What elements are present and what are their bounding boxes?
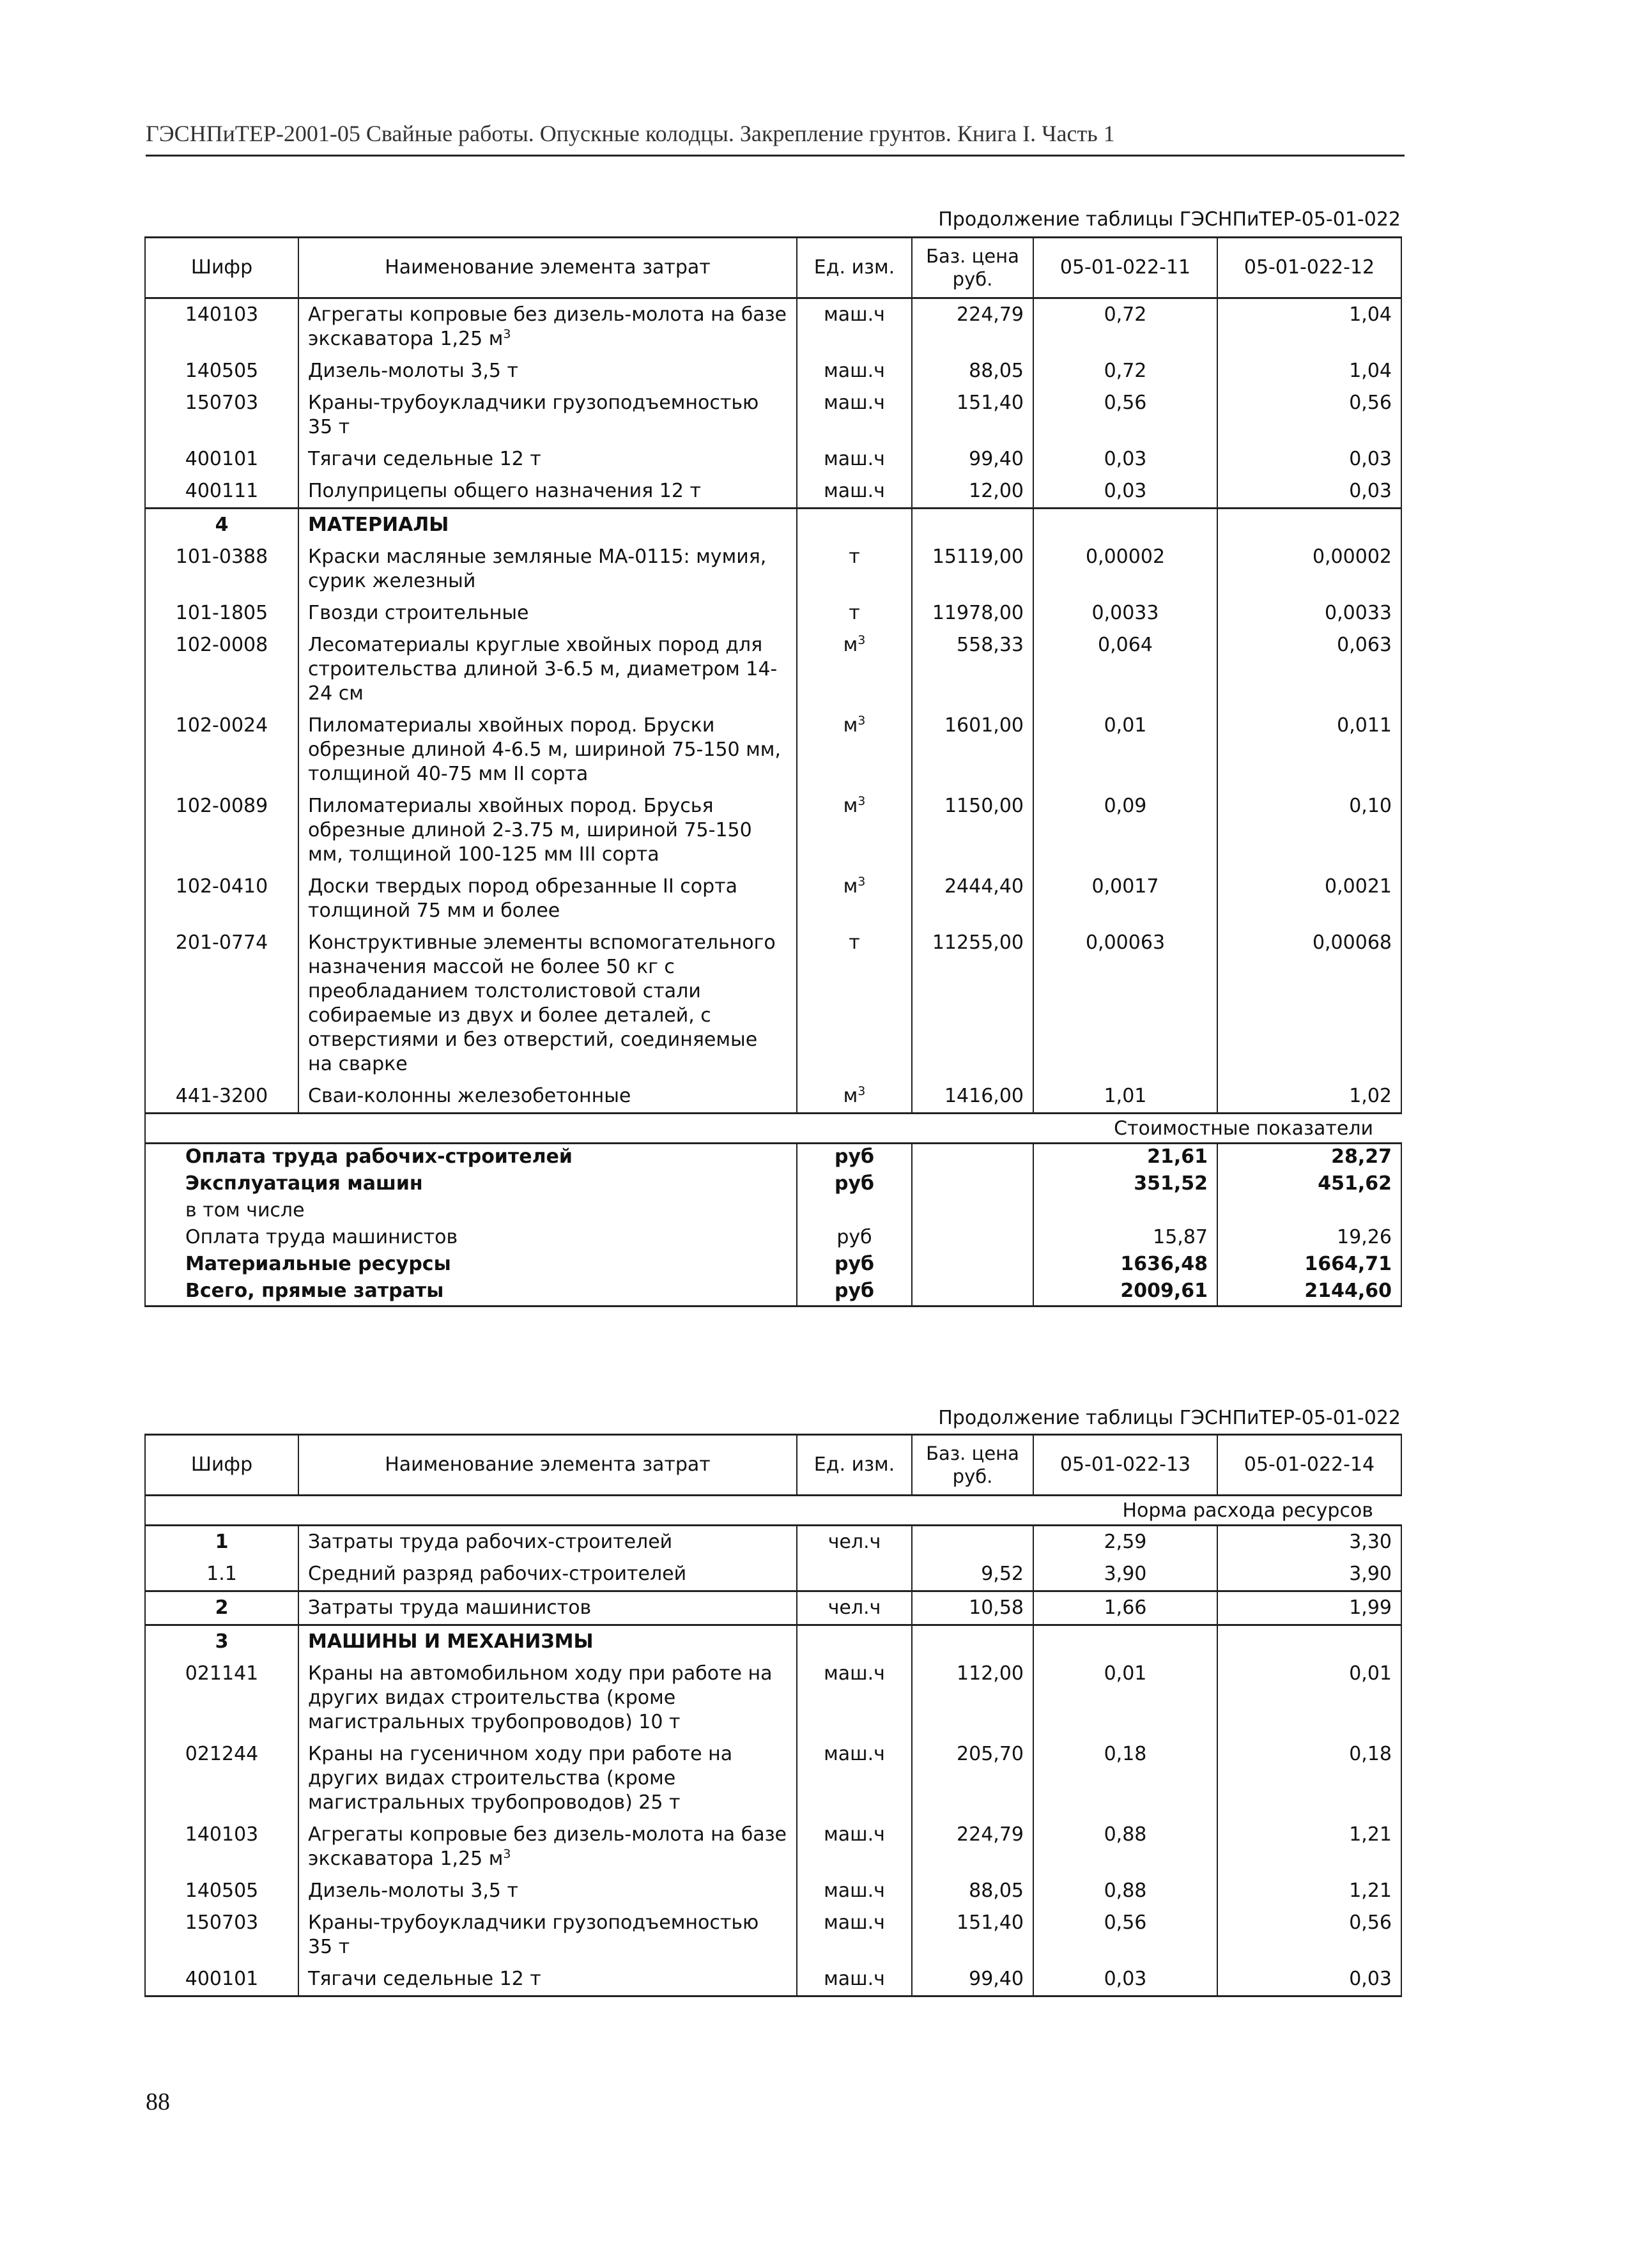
- empty-cell: [912, 1278, 1033, 1306]
- cell-unit: [797, 597, 912, 629]
- cell-code: 102-0008: [145, 629, 298, 710]
- cell-value-a: 0,00063: [1033, 927, 1217, 1080]
- cell-name-text: Краны-трубоукладчики грузоподъемностью 35 т: [308, 392, 759, 438]
- cost-value-b: 28,27: [1217, 1144, 1401, 1172]
- cell-name-text: Полуприцепы общего назначения 12 т: [308, 480, 701, 502]
- col-name-header: Наименование элемента затрат: [298, 1435, 797, 1496]
- col-code-b-header: 05-01-022-12: [1217, 238, 1401, 298]
- empty-cell: [912, 1171, 1033, 1198]
- table-row: [145, 629, 1401, 710]
- cell-name-text: Доски твердых пород обрезанные II сорта толщиной 75 мм и более: [308, 875, 738, 922]
- cell-value-a: 0,72: [1033, 355, 1217, 387]
- cell-name-text: Краны на гусеничном ходу при работе на других видах строительства (кроме магистральных трубопроводов) 25 т: [308, 1743, 733, 1814]
- page-number: 88: [146, 2088, 170, 2115]
- table2-caption: Продолжение таблицы ГЭСНПиТЕР-05-01-022: [938, 1407, 1401, 1429]
- cost-banner: Стоимостные показатели: [912, 1114, 1401, 1144]
- norm-banner-row: [145, 1496, 1401, 1526]
- cell-unit: [797, 387, 912, 443]
- cell-base-price: 11255,00: [912, 927, 1033, 1080]
- cell-name: [298, 298, 797, 356]
- cell-unit: [797, 1963, 912, 1996]
- cell-base-price: 99,40: [912, 443, 1033, 475]
- cell-value-b: 0,18: [1217, 1738, 1401, 1819]
- cell-name-text: Лесоматериалы круглые хвойных пород для строительства длиной 3-6.5 м, диаметром 14-24 см: [308, 634, 778, 705]
- col-cipher-header: Шифр: [145, 238, 298, 298]
- cell-unit: [797, 1558, 912, 1591]
- cell-value-a: 1,66: [1033, 1591, 1217, 1625]
- cell-unit: [797, 1658, 912, 1738]
- cell-value-b: 1,21: [1217, 1819, 1401, 1875]
- cost-row: [145, 1252, 1401, 1278]
- cell-name: Затраты труда машинистов: [298, 1591, 797, 1625]
- table-row: [145, 1658, 1401, 1738]
- cell-name-text: Гвозди строительные: [308, 602, 529, 624]
- cell-value-a: 0,88: [1033, 1819, 1217, 1875]
- section-title: МАТЕРИАЛЫ: [298, 509, 797, 542]
- cell-name: [298, 597, 797, 629]
- table-row: [145, 1080, 1401, 1114]
- table-row: [145, 475, 1401, 509]
- superscript-3: 3: [858, 714, 866, 728]
- cell-name: [298, 443, 797, 475]
- cell-code: 2: [145, 1591, 298, 1625]
- cell-unit: [797, 629, 912, 710]
- cell-base-price: 88,05: [912, 1875, 1033, 1907]
- cell-value-a: 2,59: [1033, 1526, 1217, 1559]
- cell-unit-text: маш.ч: [824, 1823, 885, 1846]
- cell-value-b: 1,02: [1217, 1080, 1401, 1114]
- cell-unit: чел.ч: [797, 1591, 912, 1625]
- cell-name: [298, 1080, 797, 1114]
- cell-name-text: Конструктивные элементы вспомогательного назначения массой не более 50 кг с преобладанием толстолистовой стали собираемые из двух и более деталей, с отверстиями и без отверстий, соединяемые на сварке: [308, 931, 776, 1075]
- section-title: МАШИНЫ И МЕХАНИЗМЫ: [298, 1625, 797, 1659]
- banner-left: [145, 1496, 912, 1526]
- table-row: [145, 355, 1401, 387]
- cell-name: [298, 387, 797, 443]
- cell-code: 021141: [145, 1658, 298, 1738]
- cell-value-a: 0,09: [1033, 790, 1217, 871]
- cell-base-price: 112,00: [912, 1658, 1033, 1738]
- labor-row: [145, 1591, 1401, 1625]
- cell-base-price: 12,00: [912, 475, 1033, 509]
- cost-row: [145, 1278, 1401, 1306]
- banner-left: [145, 1114, 912, 1144]
- empty-cell: [797, 509, 912, 542]
- labor-row: [145, 1526, 1401, 1559]
- cell-base-price: 10,58: [912, 1591, 1033, 1625]
- cell-unit: [797, 298, 912, 356]
- cell-name: [298, 475, 797, 509]
- table-row: [145, 298, 1401, 356]
- table2-header-row: [145, 1435, 1401, 1496]
- table-row: [145, 710, 1401, 790]
- table-row: [145, 927, 1401, 1080]
- cost-value-b: 19,26: [1217, 1225, 1401, 1252]
- cell-unit: [797, 541, 912, 597]
- cell-value-b: 0,03: [1217, 475, 1401, 509]
- cell-base-price: 2444,40: [912, 871, 1033, 927]
- col-base-price-header: Баз. цена руб.: [912, 1435, 1033, 1496]
- cell-base-price: [912, 1526, 1033, 1559]
- cell-name: [298, 1963, 797, 1996]
- cell-code: 101-1805: [145, 597, 298, 629]
- table-row: [145, 1907, 1401, 1963]
- cell-code: 150703: [145, 387, 298, 443]
- cell-unit-text: маш.ч: [824, 1743, 885, 1765]
- cell-unit-text: м: [843, 714, 858, 737]
- cost-unit: [797, 1198, 912, 1225]
- resource-table-1: [144, 236, 1402, 1307]
- cell-name: [298, 629, 797, 710]
- cell-unit-text: маш.ч: [824, 1662, 885, 1685]
- cost-unit: руб: [797, 1225, 912, 1252]
- cell-code: 201-0774: [145, 927, 298, 1080]
- cell-unit-text: м: [843, 875, 858, 898]
- cell-base-price: 9,52: [912, 1558, 1033, 1591]
- superscript-3: 3: [858, 633, 866, 647]
- cost-unit: руб: [797, 1252, 912, 1278]
- superscript-3: 3: [858, 875, 866, 889]
- empty-cell: [912, 1144, 1033, 1172]
- table-row: [145, 1963, 1401, 1996]
- cell-unit-text: маш.ч: [824, 448, 885, 470]
- col-unit-header: Ед. изм.: [797, 1435, 912, 1496]
- cell-unit-text: маш.ч: [824, 480, 885, 502]
- table1-caption: Продолжение таблицы ГЭСНПиТЕР-05-01-022: [938, 208, 1401, 231]
- col-name-header: Наименование элемента затрат: [298, 238, 797, 298]
- cell-unit-text: т: [849, 931, 860, 954]
- cell-name-text: Агрегаты копровые без дизель-молота на базе экскаватора 1,25 м: [308, 303, 787, 350]
- cell-base-price: 205,70: [912, 1738, 1033, 1819]
- cell-name: [298, 1738, 797, 1819]
- empty-cell: [1217, 1625, 1401, 1659]
- cost-row: [145, 1225, 1401, 1252]
- cell-value-b: 0,00068: [1217, 927, 1401, 1080]
- cell-value-b: 3,90: [1217, 1558, 1401, 1591]
- empty-cell: [1217, 509, 1401, 542]
- cell-value-b: 0,10: [1217, 790, 1401, 871]
- cell-value-a: 0,03: [1033, 1963, 1217, 1996]
- empty-cell: [912, 509, 1033, 542]
- cell-unit: [797, 927, 912, 1080]
- cell-code: 1.1: [145, 1558, 298, 1591]
- superscript-3: 3: [858, 794, 866, 808]
- page-header: ГЭСНПиТЕР-2001-05 Свайные работы. Опускные колодцы. Закрепление грунтов. Книга I. Часть 1: [146, 121, 1115, 146]
- cell-name-text: Пиломатериалы хвойных пород. Брусья обрезные длиной 2-3.75 м, шириной 75-150 мм, толщиной 100-125 мм III сорта: [308, 795, 752, 866]
- cell-code: 140103: [145, 298, 298, 356]
- cell-unit: [797, 1819, 912, 1875]
- cell-value-a: 3,90: [1033, 1558, 1217, 1591]
- cell-value-b: 1,21: [1217, 1875, 1401, 1907]
- cell-base-price: 1601,00: [912, 710, 1033, 790]
- col-base-price-header: Баз. цена руб.: [912, 238, 1033, 298]
- cell-unit: [797, 475, 912, 509]
- cell-name: Затраты труда рабочих-строителей: [298, 1526, 797, 1559]
- cell-name-text: Краны на автомобильном ходу при работе на других видах строительства (кроме магистральных трубопроводов) 10 т: [308, 1662, 773, 1733]
- cell-value-a: 0,0017: [1033, 871, 1217, 927]
- cell-code: 400101: [145, 443, 298, 475]
- cost-value-b: [1217, 1198, 1401, 1225]
- section-row: [145, 1625, 1401, 1659]
- cost-value-a: 1636,48: [1033, 1252, 1217, 1278]
- cell-unit: [797, 710, 912, 790]
- cell-value-a: 0,01: [1033, 1658, 1217, 1738]
- cell-code: 140505: [145, 1875, 298, 1907]
- cell-code: 101-0388: [145, 541, 298, 597]
- empty-cell: [1033, 1625, 1217, 1659]
- cost-row: [145, 1171, 1401, 1198]
- cell-unit: [797, 871, 912, 927]
- cell-base-price: 88,05: [912, 355, 1033, 387]
- cell-code: 021244: [145, 1738, 298, 1819]
- cell-value-b: 0,03: [1217, 443, 1401, 475]
- cost-value-b: 1664,71: [1217, 1252, 1401, 1278]
- cell-value-a: 0,01: [1033, 710, 1217, 790]
- cost-value-a: 351,52: [1033, 1171, 1217, 1198]
- cell-name: [298, 355, 797, 387]
- cell-value-b: 0,011: [1217, 710, 1401, 790]
- cell-name: [298, 790, 797, 871]
- cell-name-text: Пиломатериалы хвойных пород. Бруски обрезные длиной 4-6.5 м, шириной 75-150 мм, толщиной 40-75 мм II сорта: [308, 714, 781, 785]
- cell-value-a: 0,56: [1033, 1907, 1217, 1963]
- cell-value-a: 0,88: [1033, 1875, 1217, 1907]
- cell-base-price: 1150,00: [912, 790, 1033, 871]
- cost-unit: руб: [797, 1278, 912, 1306]
- cell-code: 102-0024: [145, 710, 298, 790]
- cost-row: [145, 1198, 1401, 1225]
- cost-label: в том числе: [145, 1198, 797, 1225]
- cell-unit: [797, 355, 912, 387]
- cell-name-text: Тягачи седельные 12 т: [308, 1968, 541, 1990]
- cell-value-b: 1,04: [1217, 298, 1401, 356]
- cell-name: [298, 1658, 797, 1738]
- cell-code: 400101: [145, 1963, 298, 1996]
- cell-name-text: Дизель-молоты 3,5 т: [308, 1880, 518, 1902]
- cost-banner-row: [145, 1114, 1401, 1144]
- cost-label: Оплата труда машинистов: [145, 1225, 797, 1252]
- cost-unit: руб: [797, 1144, 912, 1172]
- cell-code: 102-0089: [145, 790, 298, 871]
- cell-unit-text: маш.ч: [824, 1968, 885, 1990]
- cell-base-price: 224,79: [912, 298, 1033, 356]
- cell-code: 140103: [145, 1819, 298, 1875]
- cost-value-a: 15,87: [1033, 1225, 1217, 1252]
- cell-value-b: 0,03: [1217, 1963, 1401, 1996]
- cell-value-a: 1,01: [1033, 1080, 1217, 1114]
- cell-unit: [797, 790, 912, 871]
- empty-cell: [912, 1252, 1033, 1278]
- cell-name-text: Краны-трубоукладчики грузоподъемностью 35 т: [308, 1912, 759, 1958]
- cell-name-text: Сваи-колонны железобетонные: [308, 1085, 631, 1107]
- cell-name: [298, 1819, 797, 1875]
- cell-unit-text: маш.ч: [824, 1880, 885, 1902]
- empty-cell: [912, 1625, 1033, 1659]
- cell-name-text: Краски масляные земляные МА-0115: мумия, сурик железный: [308, 546, 767, 592]
- col-unit-header: Ед. изм.: [797, 238, 912, 298]
- cell-base-price: 1416,00: [912, 1080, 1033, 1114]
- cell-value-b: 0,00002: [1217, 541, 1401, 597]
- cost-value-a: [1033, 1198, 1217, 1225]
- empty-cell: [912, 1225, 1033, 1252]
- cell-name-text: Тягачи седельные 12 т: [308, 448, 541, 470]
- cell-unit: [797, 443, 912, 475]
- cell-value-b: 1,99: [1217, 1591, 1401, 1625]
- cost-label: Оплата труда рабочих-строителей: [145, 1144, 797, 1172]
- cost-row: [145, 1144, 1401, 1172]
- cell-base-price: 224,79: [912, 1819, 1033, 1875]
- table-row: [145, 597, 1401, 629]
- cell-code: 400111: [145, 475, 298, 509]
- empty-cell: [797, 1625, 912, 1659]
- cost-unit: руб: [797, 1171, 912, 1198]
- cell-base-price: 99,40: [912, 1963, 1033, 1996]
- cell-code: 102-0410: [145, 871, 298, 927]
- cell-value-a: 0,03: [1033, 475, 1217, 509]
- cell-name: Средний разряд рабочих-строителей: [298, 1558, 797, 1591]
- cell-value-b: 0,56: [1217, 1907, 1401, 1963]
- cell-unit: [797, 1080, 912, 1114]
- cell-value-b: 0,56: [1217, 387, 1401, 443]
- cell-unit: чел.ч: [797, 1526, 912, 1559]
- resource-table-2: [144, 1434, 1402, 1997]
- cell-value-b: 3,30: [1217, 1526, 1401, 1559]
- cell-value-b: 0,063: [1217, 629, 1401, 710]
- cell-value-a: 0,03: [1033, 443, 1217, 475]
- table1-header-row: [145, 238, 1401, 298]
- cell-code: 1: [145, 1526, 298, 1559]
- cost-label: Эксплуатация машин: [145, 1171, 797, 1198]
- cell-name-text: Дизель-молоты 3,5 т: [308, 360, 518, 382]
- cell-base-price: 151,40: [912, 1907, 1033, 1963]
- cell-value-a: 0,72: [1033, 298, 1217, 356]
- cell-base-price: 558,33: [912, 629, 1033, 710]
- cell-name: [298, 927, 797, 1080]
- cell-value-a: 0,56: [1033, 387, 1217, 443]
- cell-name: [298, 541, 797, 597]
- cell-value-a: 0,18: [1033, 1738, 1217, 1819]
- col-code-b-header: 05-01-022-14: [1217, 1435, 1401, 1496]
- cell-unit-text: маш.ч: [824, 360, 885, 382]
- table-row: [145, 387, 1401, 443]
- cell-code: 441-3200: [145, 1080, 298, 1114]
- cell-name: [298, 1875, 797, 1907]
- cell-value-b: 1,04: [1217, 355, 1401, 387]
- cell-unit-text: маш.ч: [824, 392, 885, 414]
- col-code-a-header: 05-01-022-13: [1033, 1435, 1217, 1496]
- cell-code: 150703: [145, 1907, 298, 1963]
- table-row: [145, 871, 1401, 927]
- cell-name: [298, 871, 797, 927]
- norm-banner: Норма расхода ресурсов: [912, 1496, 1401, 1526]
- cell-unit-text: м: [843, 795, 858, 817]
- empty-cell: [912, 1198, 1033, 1225]
- cost-value-b: 2144,60: [1217, 1278, 1401, 1306]
- cell-name: [298, 1907, 797, 1963]
- table-row: [145, 541, 1401, 597]
- cell-name-text: Агрегаты копровые без дизель-молота на базе экскаватора 1,25 м: [308, 1823, 787, 1870]
- table-row: [145, 1819, 1401, 1875]
- cell-unit-text: м: [843, 1085, 858, 1107]
- section-code: 4: [145, 509, 298, 542]
- cell-base-price: 15119,00: [912, 541, 1033, 597]
- cell-base-price: 151,40: [912, 387, 1033, 443]
- table-row: [145, 790, 1401, 871]
- table-row: [145, 1738, 1401, 1819]
- cell-value-b: 0,0033: [1217, 597, 1401, 629]
- cost-value-b: 451,62: [1217, 1171, 1401, 1198]
- cost-value-a: 2009,61: [1033, 1278, 1217, 1306]
- cell-code: 140505: [145, 355, 298, 387]
- cell-unit: [797, 1738, 912, 1819]
- cell-name: [298, 710, 797, 790]
- section-code: 3: [145, 1625, 298, 1659]
- superscript-3: 3: [858, 1084, 866, 1098]
- cell-unit-text: т: [849, 546, 860, 568]
- cell-value-b: 0,0021: [1217, 871, 1401, 927]
- cost-value-a: 21,61: [1033, 1144, 1217, 1172]
- cell-unit-text: маш.ч: [824, 303, 885, 326]
- cell-unit-text: м: [843, 634, 858, 656]
- cell-unit: [797, 1875, 912, 1907]
- col-code-a-header: 05-01-022-11: [1033, 238, 1217, 298]
- table-row: [145, 1875, 1401, 1907]
- empty-cell: [1033, 509, 1217, 542]
- labor-row: [145, 1558, 1401, 1591]
- cell-unit-text: т: [849, 602, 860, 624]
- section-row: [145, 509, 1401, 542]
- cost-label: Материальные ресурсы: [145, 1252, 797, 1278]
- cell-value-a: 0,00002: [1033, 541, 1217, 597]
- col-cipher-header: Шифр: [145, 1435, 298, 1496]
- cell-value-a: 0,064: [1033, 629, 1217, 710]
- cell-value-b: 0,01: [1217, 1658, 1401, 1738]
- cell-value-a: 0,0033: [1033, 597, 1217, 629]
- cell-base-price: 11978,00: [912, 597, 1033, 629]
- header-rule: [146, 155, 1405, 157]
- cost-label: Всего, прямые затраты: [145, 1278, 797, 1306]
- cell-unit-text: маш.ч: [824, 1912, 885, 1934]
- superscript-3: 3: [503, 1847, 511, 1861]
- table-row: [145, 443, 1401, 475]
- superscript-3: 3: [503, 327, 511, 341]
- cell-unit: [797, 1907, 912, 1963]
